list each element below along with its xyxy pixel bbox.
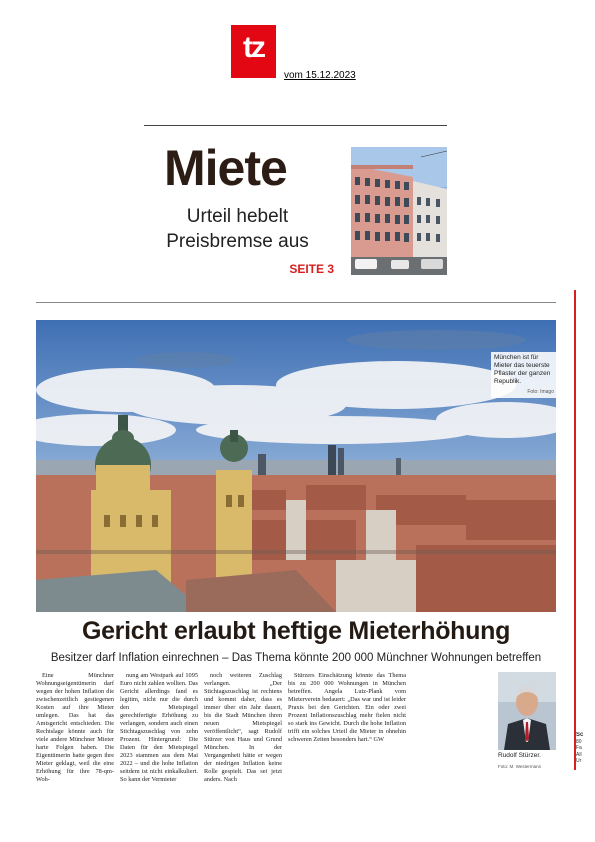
teaser-page-reference: SEITE 3 — [289, 262, 334, 276]
teaser-subhead — [140, 204, 335, 254]
stub-line: Sc — [576, 732, 584, 738]
article-column-1 — [36, 672, 114, 784]
portrait-photo — [498, 672, 556, 750]
article-subline: Besitzer darf Inflation einrechnen – Das Thema könnte 200 000 Münchner Wohnungen betreffen — [50, 652, 542, 664]
tz-logo — [231, 25, 276, 78]
portrait-credit: Foto: M. Westermann — [498, 764, 542, 769]
teaser-subhead-line-2: Preisbremse aus — [166, 231, 309, 252]
column-text: Eine Münchner Wohnungseigentümerin darf wegen der hohen Inflation die zwischenzeitlich gestiegenen Kosten auf ihre Mieter umlegen. Das hat das Amtsgericht entschieden. Die Rechtslage könnte auch für viele andere Münchner Mieter harte Folgen haben. Die Eigentümerin hatte gegen ihre Mieter geklagt, weil die eine Erhöhung für ihre 78-qm-Woh- — [36, 672, 114, 783]
stub-line: Fa — [576, 745, 582, 751]
adjacent-page-red-rule — [574, 290, 576, 770]
portrait-caption: Rudolf Stürzer. — [498, 752, 541, 759]
logo-lettering: tz — [243, 31, 264, 64]
teaser-subhead-line-1: Urteil hebelt — [186, 206, 289, 227]
article-column-2 — [120, 672, 198, 784]
teaser-building-photo — [351, 147, 447, 275]
photo-caption-text: München ist für Mieter das teuerste Pflaster der ganzen Republik. — [494, 354, 551, 385]
article-headline: Gericht erlaubt heftige Mieterhöhung — [81, 617, 511, 645]
column-text: nung am Westpark auf 1095 Euro nicht zahlen wollten. Das Gericht allerdings fand es legitim, nicht nur die durch den Mietspiegel gerechtfertigte Erhöhung zu verlangen, sondern auch einen Stichtagszuschlag von zehn Prozent. Hintergrund: Die Daten für den Mietspiegel 2023 stammen aus dem Mai 2022 – und die hohe Inflation seitdem ist nicht einkalkuliert. So kann der Vermieter — [120, 672, 198, 783]
photo-caption — [491, 352, 557, 398]
munich-skyline-photo — [36, 320, 556, 612]
photo-credit: Foto: Imago — [527, 389, 554, 395]
column-text: noch weiteren Zuschlag verlangen. „Der Stichtagszuschlag ist rechtens und kommt daher, dass es immer über ein Jahr dauert, bis die Stadt München ihren neuen Mietspiegel veröffentlicht“, sagt Rudolf Stürzer von Haus und Grund München. In der Vergangenheit hätte er wegen der niedrigen Inflation keine Rolle gespielt. Das sei jetzt anders. Nach — [204, 672, 282, 783]
teaser-headline: Miete — [164, 140, 287, 196]
publication-date: vom 15.12.2023 — [284, 70, 356, 81]
section-divider — [36, 302, 556, 303]
stub-line: 80 — [576, 738, 582, 745]
adjacent-article-stub — [576, 732, 595, 765]
teaser-top-rule — [144, 125, 447, 126]
article-column-4 — [288, 672, 406, 744]
stub-line: All — [576, 751, 582, 758]
column-text: Stürzers Einschätzung könnte das Thema bis zu 200 000 Wohnungen in München betreffen. Angela Lutz-Plank vom Mieterverein bedauert: „Das war und ist leider Praxis bei den Gerichten. Ein oder zwei Prozent Inflationszuschlag mehr fielen nicht so stark ins Gewicht. Durch die hohe Inflation trifft ein solches Urteil die Mieter in ohnehin schweren Zeiten besonders hart.“ GW — [288, 672, 406, 743]
article-column-3 — [204, 672, 282, 784]
stub-line: Ur — [576, 758, 582, 764]
